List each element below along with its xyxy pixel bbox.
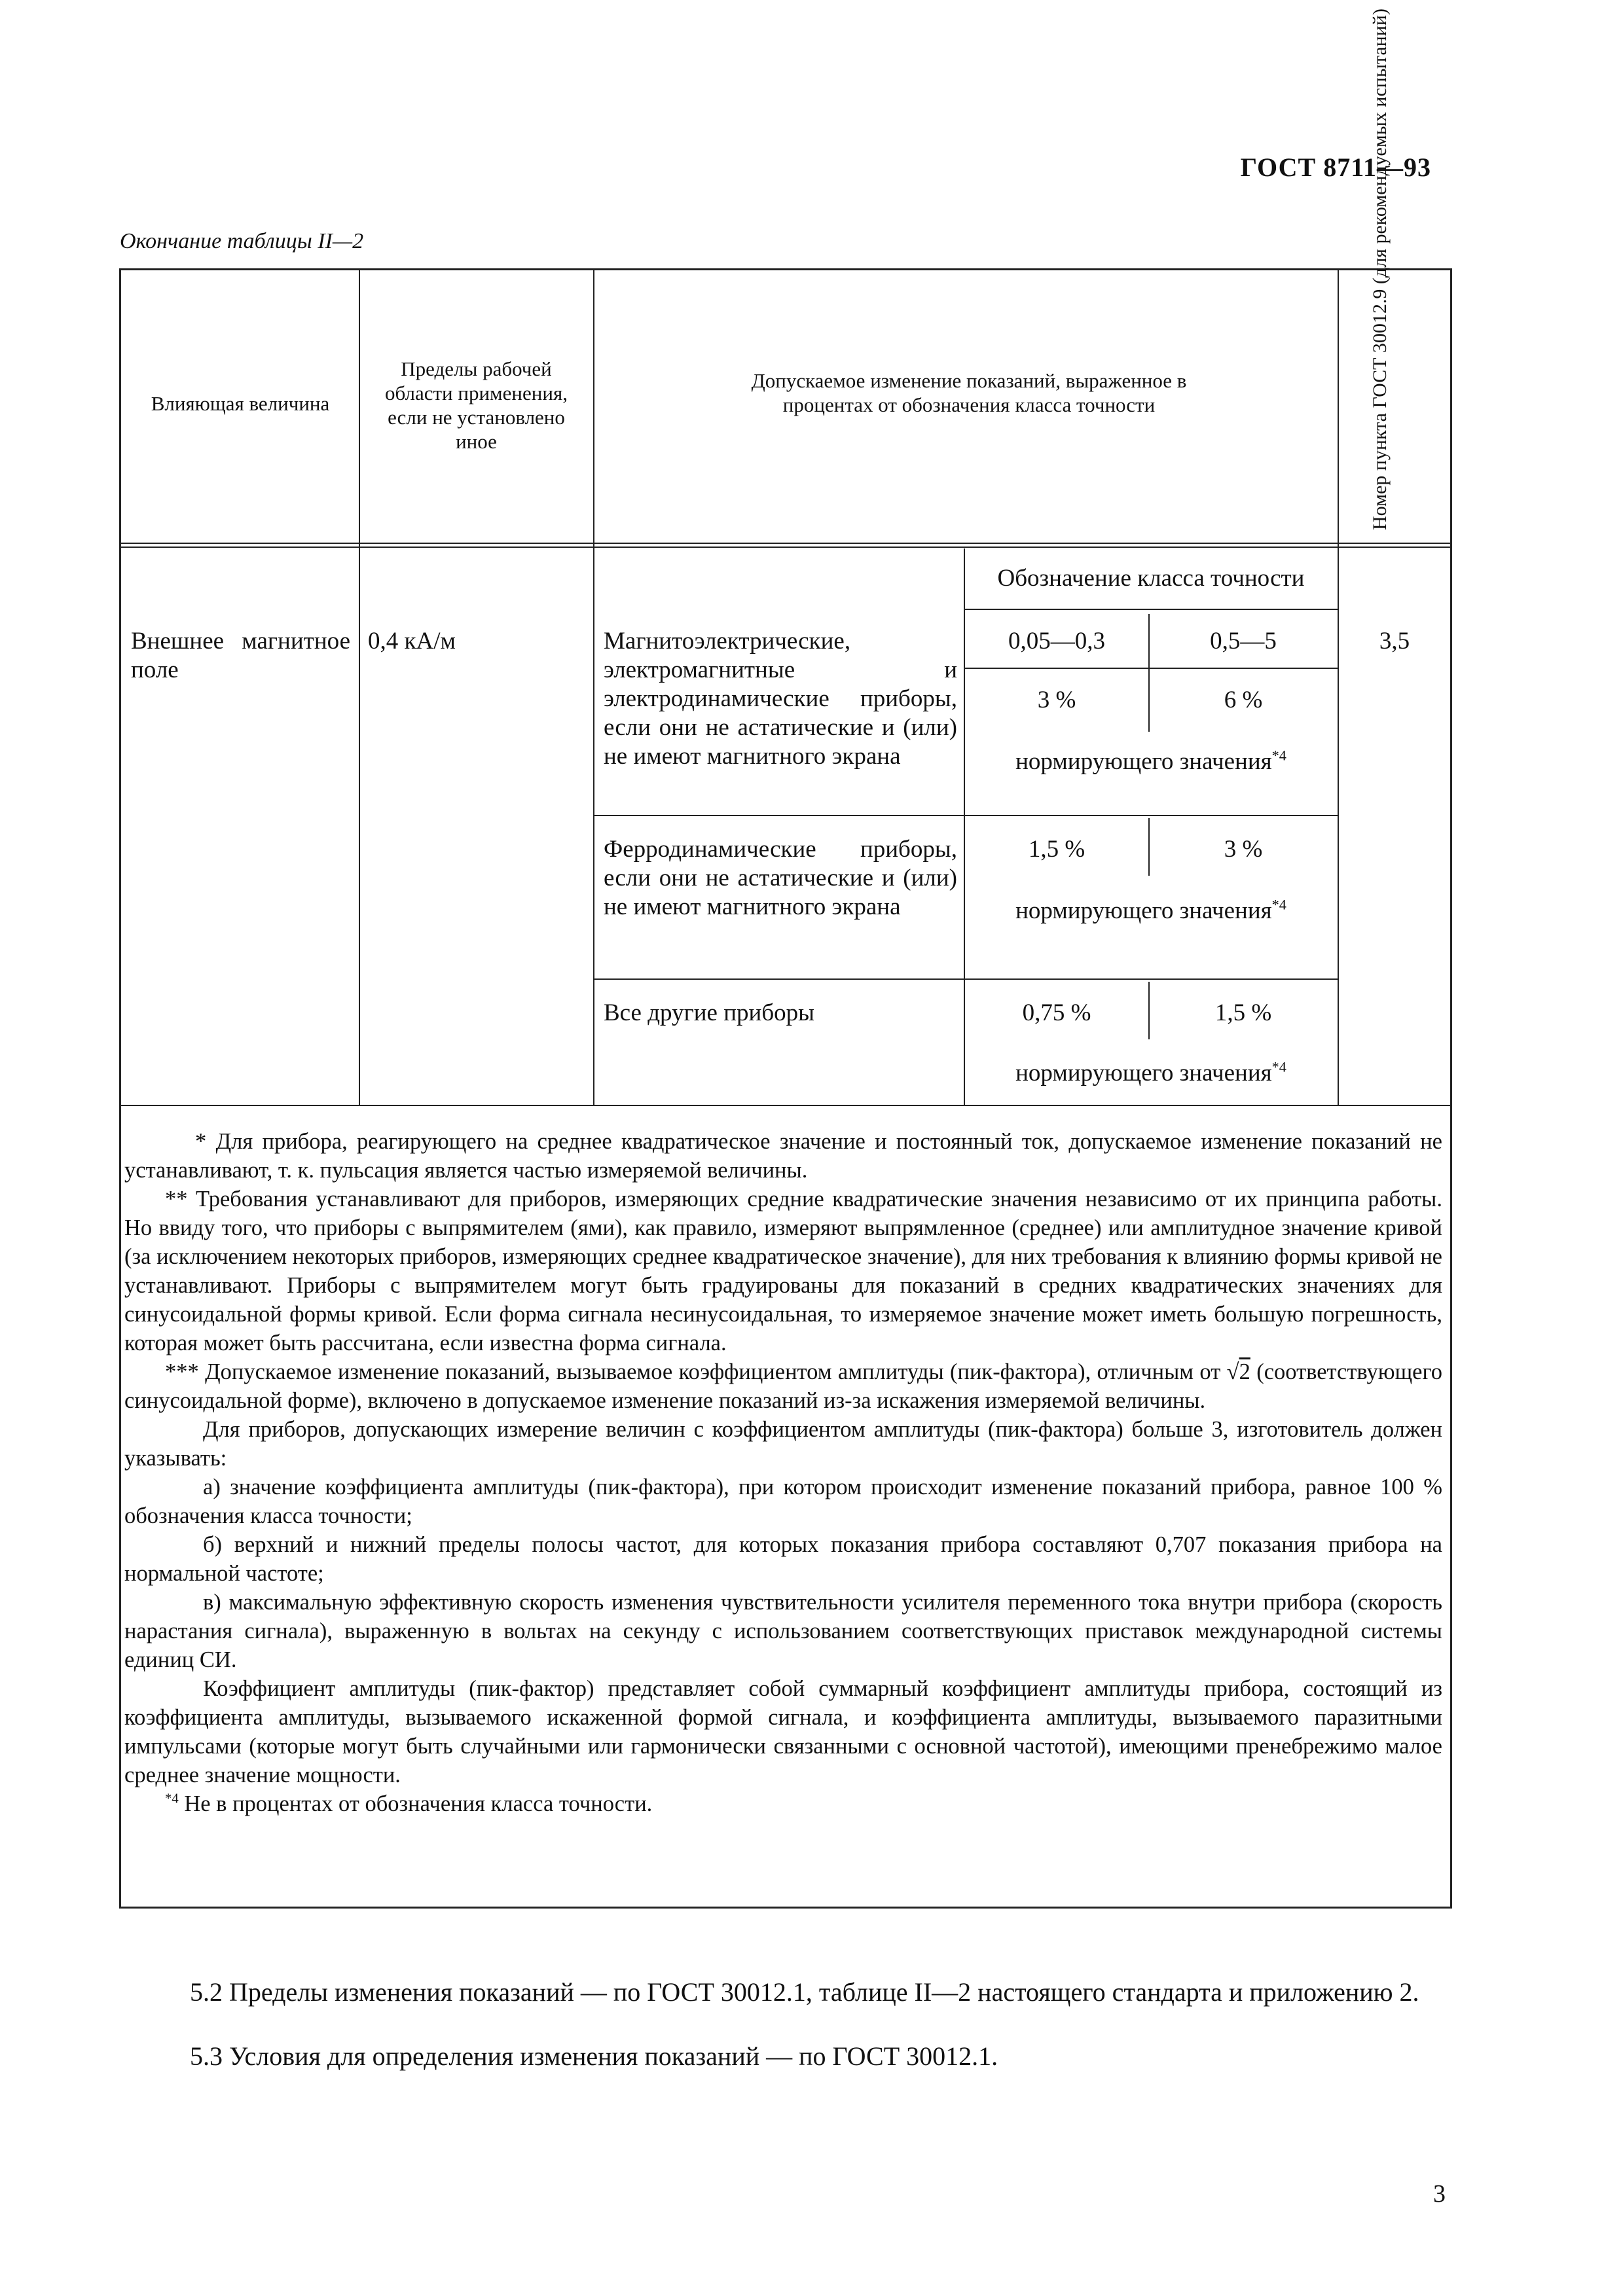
norm-note: нормирующего значения$^{*4}$ <box>1015 1058 1286 1086</box>
value-high: 1,5 % <box>1214 999 1272 1026</box>
class-range-low: 0,05—0,3 <box>1008 628 1105 655</box>
header-clause-text: Номер пункта ГОСТ 30012.9 (для рекомендуемых испытаний) <box>1368 9 1391 530</box>
footnote-paragraph: Для приборов, допускающих измерение величин с коэффициентом амплитуды (пик-фактора) больше 3, изготовитель должен указывать: <box>124 1417 1442 1471</box>
device-cell: Магнитоэлектрические, электромагнитные и электродинамические приборы, если они не астатические и (или) не имеют магнитного экрана <box>604 628 957 770</box>
paragraph-5-2: 5.2 Пределы изменения показаний — по ГОСТ 30012.1, таблице II—2 настоящего стандарта и приложению 2. <box>190 1977 1419 2007</box>
document-code: ГОСТ 8711—93 <box>1240 152 1431 182</box>
footnote-4: $^{*4}$ Не в процентах от обозначения класса точности. <box>165 1791 653 1816</box>
page-number: 3 <box>1433 2180 1446 2208</box>
device-cell: Ферродинамические приборы, если они не астатические и (или) не имеют магнитного экрана <box>604 836 957 920</box>
value-high: 6 % <box>1224 687 1263 713</box>
class-range-high: 0,5—5 <box>1210 628 1277 655</box>
header-influence: Влияющая величина <box>151 392 330 415</box>
list-item-c: в) максимальную эффективную скорость изменения чувствительности усилителя переменного тока внутри прибора (скорость нарастания сигнала), выраженную в вольтах на секунду с использованием соответствующих приставок международной системы единиц СИ. <box>124 1590 1442 1672</box>
header-allowed-change: Допускаемое изменение показаний, выраженное в процентах от обозначения класса точности <box>751 369 1187 416</box>
norm-note: нормирующего значения$^{*4}$ <box>1015 896 1286 924</box>
device-cell: Все другие приборы <box>604 999 814 1026</box>
value-low: 1,5 % <box>1028 836 1085 863</box>
footnote-2: ** Требования устанавливают для приборов, измеряющих средние квадратические значения независимо от их принципа работы. Но ввиду того, что приборы с выпрямителем (ями), как правило, измеряют выпрямленное (среднее) или амплитудное значение кривой (за исключением некоторых приборов, измеряющих среднее квадратическое значение), для них требования к влиянию формы кривой не устанавливают. Приборы с выпрямителем могут быть градуированы для показаний в средних квадратических значениях для синусоидальной формы кривой. Если форма сигнала несинусоидальная, то измеряемое значение может иметь большую погрешность, которая может быть рассчитана, если известна форма сигнала. <box>124 1187 1442 1355</box>
table-divider <box>593 815 1338 816</box>
table-divider <box>964 668 1338 669</box>
list-item-b: б) верхний и нижний пределы полосы частот, для которых показания прибора составляют 0,707 показания прибора на нормальной частоте; <box>124 1532 1442 1586</box>
table-divider <box>119 547 1452 548</box>
footnote-3: *** Допускаемое изменение показаний, вызываемое коэффициентом амплитуды (пик-фактора), отличным от √2 (соответствующего синусоидальной форме), включено в допускаемое изменение показаний из-за искажения измеряемой величины. <box>124 1359 1442 1413</box>
range-cell: 0,4 кА/м <box>368 628 456 655</box>
norm-note: нормирующего значения$^{*4}$ <box>1015 747 1286 775</box>
table-divider <box>119 1105 1452 1106</box>
accuracy-class-label: Обозначение класса точности <box>997 565 1305 592</box>
table-divider <box>593 268 594 1106</box>
value-high: 3 % <box>1224 836 1263 863</box>
footnote-1: * Для прибора, реагирующего на среднее квадратическое значение и постоянный ток, допускаемое изменение показаний не устанавливают, т. к. пульсация является частью измеряемой величины. <box>124 1129 1442 1183</box>
table-divider <box>964 609 1338 610</box>
header-range: Пределы рабочей области применения, если не установлено иное <box>385 357 568 453</box>
value-low: 0,75 % <box>1022 999 1091 1026</box>
table-footnotes <box>124 1127 1442 1818</box>
sqrt-symbol: √2 <box>1226 1359 1250 1384</box>
clause-cell: 3,5 <box>1379 628 1410 655</box>
list-item-a: а) значение коэффициента амплитуды (пик-фактора), при котором происходит изменение показаний прибора, равное 100 % обозначения класса точности; <box>124 1475 1442 1528</box>
table-divider <box>119 543 1452 544</box>
footnote-paragraph: Коэффициент амплитуды (пик-фактор) представляет собой суммарный коэффициент амплитуды прибора, состоящий из коэффициента амплитуды, вызываемого искаженной формой сигнала, и коэффициента амплитуды, вызываемого паразитными импульсами (которые могут быть случайными или гармонически связанными с основной частотой), имеющими пренебрежимо малое среднее значение мощности. <box>124 1676 1442 1787</box>
paragraph-5-3: 5.3 Условия для определения изменения показаний — по ГОСТ 30012.1. <box>190 2041 998 2071</box>
influence-cell: Внешнее магнитное поле <box>131 628 350 683</box>
table-caption: Окончание таблицы II—2 <box>120 229 364 253</box>
value-low: 3 % <box>1037 687 1076 713</box>
table-divider <box>359 268 360 1106</box>
table-divider <box>593 978 1338 980</box>
